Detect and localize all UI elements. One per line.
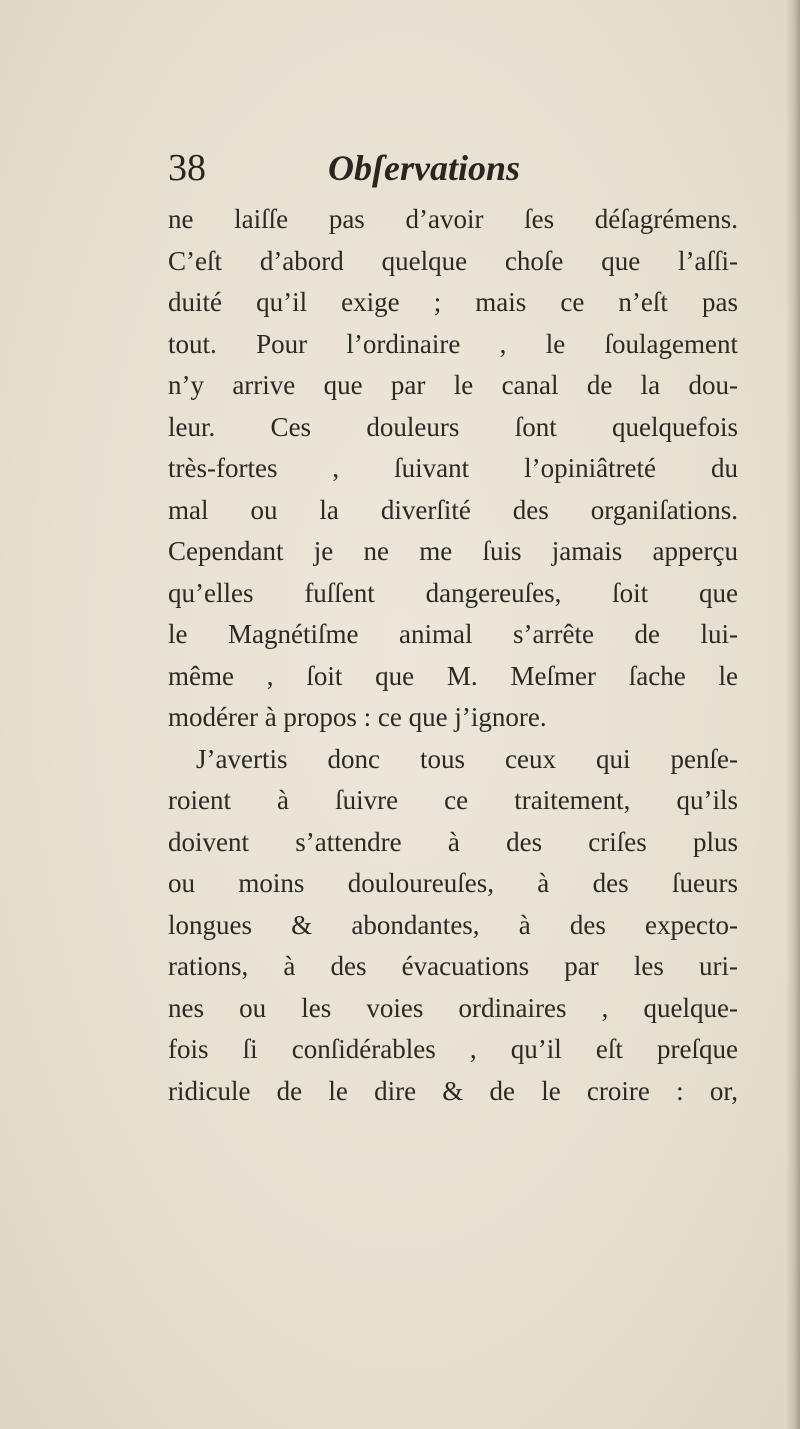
text-line: duité qu’il exige ; mais ce n’eſt pas: [168, 287, 738, 317]
text-line: tout. Pour l’ordinaire , le ſoulagement: [168, 328, 738, 359]
body-text: [168, 199, 738, 1112]
text-line: nes ou les voies ordinaires , quelque-: [168, 992, 738, 1023]
page-header: [168, 138, 648, 198]
text-line: même , ſoit que M. Meſmer ſache le: [168, 660, 738, 691]
text-line: mal ou la diverſité des organiſations.: [168, 494, 738, 525]
text-line: fois ſi conſidérables , qu’il eſt preſque: [168, 1034, 738, 1064]
text-line: ridicule de le dire & de le croire : or,: [168, 1075, 738, 1106]
text-line: doivent s’attendre à des criſes plus: [168, 826, 738, 857]
page-number: 38: [168, 147, 206, 189]
text-line: leur. Ces douleurs ſont quelquefois: [168, 411, 738, 442]
text-line: très-fortes , ſuivant l’opiniâtreté du: [168, 453, 738, 483]
page-edge-shadow: [786, 0, 800, 1429]
text-line: longues & abondantes, à des expecto-: [168, 909, 738, 940]
text-line: qu’elles fuſſent dangereuſes, ſoit que: [168, 577, 738, 608]
text-line: C’eſt d’abord quelque choſe que l’aſſi-: [168, 245, 738, 276]
text-line: ou moins douloureuſes, à des ſueurs: [168, 868, 738, 898]
text-line: rations, à des évacuations par les uri-: [168, 951, 738, 981]
text-line: roient à ſuivre ce traitement, qu’ils: [168, 785, 738, 815]
paragraph-start-line: J’avertis donc tous ceux qui penſe-: [196, 743, 738, 774]
text-line: modérer à propos : ce que j’ignore.: [168, 702, 547, 732]
text-line: le Magnétiſme animal s’arrête de lui-: [168, 619, 738, 649]
text-line: Cependant je ne me ſuis jamais apperçu: [168, 536, 738, 566]
running-title: Obſervations: [328, 148, 520, 188]
text-line: n’y arrive que par le canal de la dou-: [168, 370, 738, 400]
text-line: ne laiſſe pas d’avoir ſes déſagrémens.: [168, 204, 738, 234]
